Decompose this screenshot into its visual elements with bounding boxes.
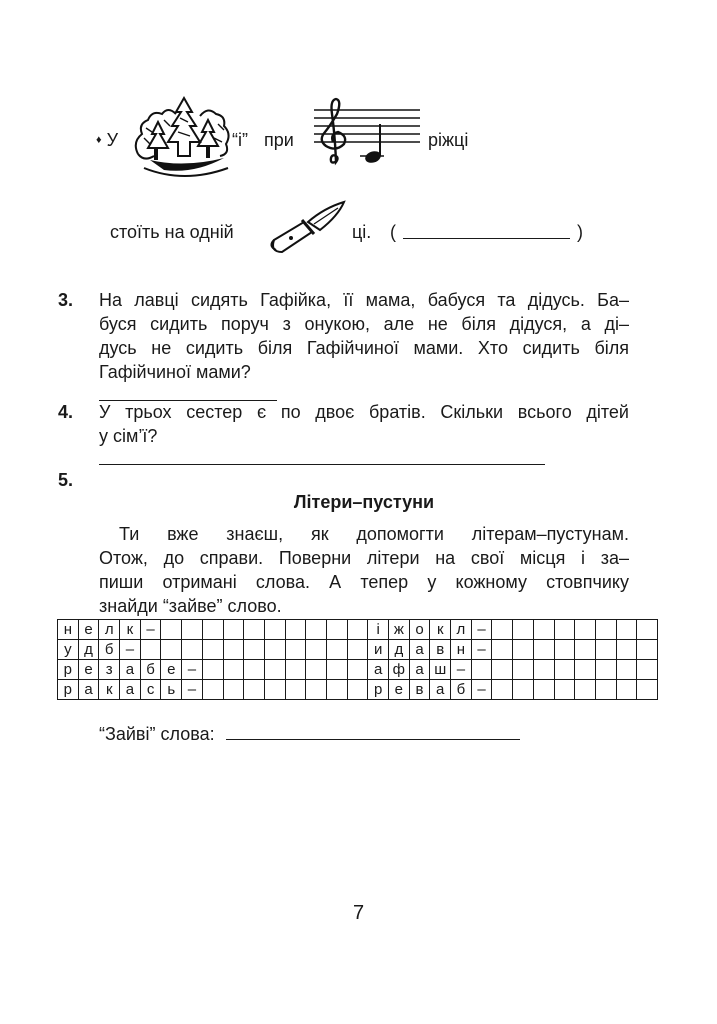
grid-cell[interactable] (492, 660, 513, 680)
grid-cell: у (58, 640, 79, 660)
grid-cell: р (58, 680, 79, 700)
task4-number: 4. (58, 402, 74, 422)
grid-cell[interactable] (306, 680, 327, 700)
riddle-open-paren: ( (390, 222, 396, 242)
task3-line-1: На лавці сидять Гафійка, її мама, бабуся та дідусь. Ба– (99, 290, 629, 310)
grid-cell: – (182, 680, 203, 700)
grid-cell[interactable] (326, 640, 347, 660)
grid-cell[interactable] (285, 660, 306, 680)
grid-cell: н (58, 620, 79, 640)
grid-row (58, 680, 658, 700)
riddle-line1-start (96, 128, 118, 152)
grid-cell: л (99, 620, 120, 640)
grid-cell[interactable] (575, 660, 596, 680)
riddle-word-rizhtsi: ріжці (428, 130, 469, 150)
grid-cell[interactable] (140, 640, 161, 660)
task3-question: Гафійчиної мами? (99, 362, 251, 382)
grid-cell: а (120, 660, 141, 680)
grid-cell[interactable] (595, 680, 616, 700)
grid-cell: а (368, 660, 389, 680)
grid-cell[interactable] (264, 640, 285, 660)
grid-cell[interactable] (202, 640, 223, 660)
grid-cell: ь (161, 680, 182, 700)
grid-cell[interactable] (182, 640, 203, 660)
grid-cell: – (182, 660, 203, 680)
grid-cell[interactable] (595, 660, 616, 680)
grid-cell[interactable] (533, 680, 554, 700)
grid-cell[interactable] (533, 640, 554, 660)
grid-cell[interactable] (575, 620, 596, 640)
grid-cell: р (58, 660, 79, 680)
grid-cell[interactable] (223, 680, 244, 700)
grid-cell[interactable] (244, 680, 265, 700)
grid-cell: а (409, 640, 430, 660)
grid-cell[interactable] (223, 640, 244, 660)
grid-cell[interactable] (595, 620, 616, 640)
letter-grid (57, 619, 658, 700)
grid-cell: е (78, 620, 99, 640)
task5-intro-line-2: Отож, до справи. Поверни літери на свої місця і за– (99, 548, 629, 568)
grid-cell: б (140, 660, 161, 680)
grid-cell: в (409, 680, 430, 700)
grid-cell: б (99, 640, 120, 660)
task5-intro (99, 522, 629, 618)
grid-cell[interactable] (637, 660, 658, 680)
grid-cell[interactable] (306, 620, 327, 640)
grid-cell[interactable] (492, 680, 513, 700)
grid-row (58, 620, 658, 640)
grid-cell: і (368, 620, 389, 640)
grid-cell: а (430, 680, 451, 700)
page-number: 7 (352, 902, 365, 924)
grid-cell: – (471, 640, 492, 660)
task4-text (99, 400, 629, 465)
task4-line-2-wrap (99, 424, 629, 465)
grid-cell[interactable] (554, 680, 575, 700)
grid-cell[interactable] (533, 620, 554, 640)
task5-intro-line-3: пиши отримані слова. А тепер у кожному стовпчику (99, 572, 629, 592)
grid-cell: – (451, 660, 472, 680)
grid-cell: к (99, 680, 120, 700)
grid-cell[interactable] (264, 620, 285, 640)
grid-cell: е (161, 660, 182, 680)
grid-cell: – (471, 680, 492, 700)
grid-cell: р (368, 680, 389, 700)
grid-cell[interactable] (347, 620, 368, 640)
grid-cell[interactable] (616, 680, 637, 700)
grid-cell[interactable] (637, 680, 658, 700)
riddle-close-paren: ) (577, 222, 583, 242)
grid-cell[interactable] (202, 680, 223, 700)
grid-cell: ф (389, 660, 410, 680)
grid-cell[interactable] (513, 620, 534, 640)
grid-row (58, 640, 658, 660)
grid-cell[interactable] (326, 660, 347, 680)
grid-cell[interactable] (306, 640, 327, 660)
forest-icon (134, 98, 234, 188)
task5-title: Літери–пустуни (293, 492, 435, 512)
grid-cell[interactable] (513, 680, 534, 700)
grid-cell[interactable] (285, 640, 306, 660)
task4-answer-blank[interactable] (99, 448, 545, 465)
extra-words-label: “Зайві” слова: (99, 724, 215, 744)
bullet-icon: ♦ (96, 134, 102, 146)
grid-cell: н (451, 640, 472, 660)
grid-cell[interactable] (182, 620, 203, 640)
riddle-word-pry: при (264, 130, 294, 150)
treble-clef-icon (308, 96, 422, 166)
grid-cell[interactable] (161, 640, 182, 660)
riddle-word-tsi: ці. (352, 222, 372, 242)
task3-text (99, 288, 629, 401)
grid-cell: ш (430, 660, 451, 680)
extra-words-row (99, 722, 520, 746)
grid-cell[interactable] (554, 640, 575, 660)
grid-cell: з (99, 660, 120, 680)
grid-cell[interactable] (616, 640, 637, 660)
grid-cell[interactable] (326, 680, 347, 700)
grid-cell[interactable] (554, 660, 575, 680)
grid-cell[interactable] (264, 680, 285, 700)
grid-cell: д (78, 640, 99, 660)
grid-cell[interactable] (285, 680, 306, 700)
riddle-word-u: У (106, 130, 119, 150)
grid-cell[interactable] (492, 620, 513, 640)
grid-cell[interactable] (347, 640, 368, 660)
task3-line-3: дусь не сидить біля Гафійчиної мами. Хто сидить біля (99, 338, 629, 358)
grid-cell: а (78, 680, 99, 700)
grid-cell[interactable] (223, 620, 244, 640)
grid-cell[interactable] (161, 620, 182, 640)
grid-cell[interactable] (575, 640, 596, 660)
task5-intro-line-1: Ти вже знаєш, як допомогти літерам–пустунам. (119, 524, 629, 544)
grid-cell[interactable] (264, 660, 285, 680)
grid-cell: ж (389, 620, 410, 640)
grid-cell[interactable] (616, 660, 637, 680)
grid-cell: а (409, 660, 430, 680)
task4-line-1: У трьох сестер є по двоє братів. Скільки всього дітей (99, 402, 629, 422)
grid-cell: в (430, 640, 451, 660)
task3-number: 3. (58, 290, 74, 310)
grid-cell[interactable] (637, 620, 658, 640)
grid-cell: а (120, 680, 141, 700)
task3-answer-blank[interactable] (99, 384, 277, 401)
grid-cell: е (78, 660, 99, 680)
riddle-word-stoit: стоїть на одній (110, 222, 234, 242)
grid-cell: б (451, 680, 472, 700)
grid-cell: и (368, 640, 389, 660)
knife-icon (264, 198, 346, 258)
extra-words-answer-blank[interactable] (226, 723, 520, 740)
grid-cell: е (389, 680, 410, 700)
grid-cell[interactable] (223, 660, 244, 680)
grid-cell[interactable] (347, 680, 368, 700)
grid-cell: д (389, 640, 410, 660)
grid-cell: к (120, 620, 141, 640)
grid-cell[interactable] (326, 620, 347, 640)
riddle-quote-i: “і” (232, 130, 248, 150)
grid-cell[interactable] (244, 660, 265, 680)
grid-cell[interactable] (306, 660, 327, 680)
task5-intro-line-4: знайди “зайве” слово. (99, 596, 282, 616)
task5-number: 5. (58, 470, 74, 490)
grid-cell[interactable] (471, 660, 492, 680)
task4-line-2: у сім’ї? (99, 426, 158, 446)
grid-cell: л (451, 620, 472, 640)
grid-cell: с (140, 680, 161, 700)
grid-cell[interactable] (637, 640, 658, 660)
grid-cell[interactable] (285, 620, 306, 640)
grid-cell: – (120, 640, 141, 660)
task3-line-2: буся сидить поруч з онукою, але не біля дідуся, а ді– (99, 314, 629, 334)
grid-row (58, 660, 658, 680)
grid-cell[interactable] (244, 640, 265, 660)
grid-cell: о (409, 620, 430, 640)
grid-cell[interactable] (202, 620, 223, 640)
task3-last-line (99, 360, 629, 401)
grid-cell: – (140, 620, 161, 640)
grid-cell[interactable] (533, 660, 554, 680)
grid-cell: к (430, 620, 451, 640)
grid-cell[interactable] (513, 640, 534, 660)
grid-cell: – (471, 620, 492, 640)
grid-cell[interactable] (595, 640, 616, 660)
riddle-answer-blank[interactable] (403, 222, 570, 239)
grid-cell[interactable] (244, 620, 265, 640)
grid-cell[interactable] (202, 660, 223, 680)
grid-cell[interactable] (554, 620, 575, 640)
grid-cell[interactable] (513, 660, 534, 680)
grid-cell[interactable] (575, 680, 596, 700)
grid-cell[interactable] (616, 620, 637, 640)
grid-cell[interactable] (347, 660, 368, 680)
grid-cell[interactable] (492, 640, 513, 660)
